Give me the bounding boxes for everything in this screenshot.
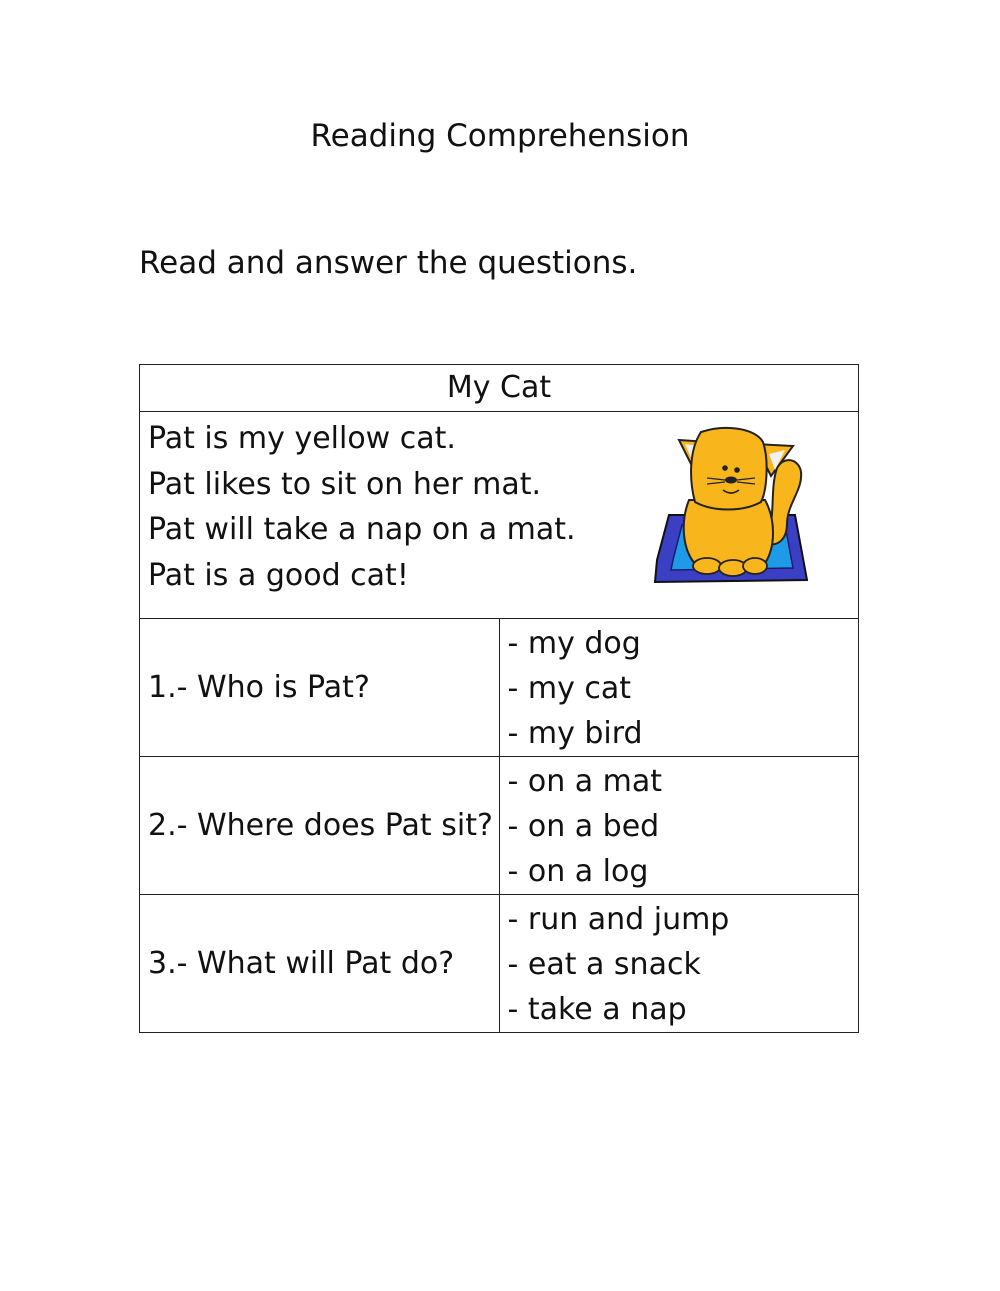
answer-option[interactable]: - my cat xyxy=(507,671,632,706)
story-line: Pat is a good cat! xyxy=(148,557,409,593)
question-cell xyxy=(140,619,500,757)
page-title: Reading Comprehension xyxy=(310,118,690,154)
answer-option[interactable]: - my dog xyxy=(507,626,641,661)
answer-option[interactable]: - eat a snack xyxy=(507,947,701,982)
answer-option[interactable]: - take a nap xyxy=(507,992,687,1027)
story-line: Pat is my yellow cat. xyxy=(148,421,456,456)
story-passage-cell xyxy=(140,412,859,619)
answer-option[interactable]: - on a bed xyxy=(507,809,660,844)
question-prompt: 2.- Where does Pat sit? xyxy=(148,808,493,843)
question-row xyxy=(140,757,859,895)
options-cell xyxy=(499,757,859,895)
answer-option[interactable]: - on a log xyxy=(507,854,649,889)
question-row xyxy=(140,619,859,757)
story-passage xyxy=(148,416,576,598)
question-prompt: 3.- What will Pat do? xyxy=(148,946,455,981)
question-cell xyxy=(140,895,500,1033)
options-cell xyxy=(499,619,859,757)
question-prompt: 1.- Who is Pat? xyxy=(148,670,370,705)
answer-option[interactable]: - run and jump xyxy=(507,902,730,937)
answer-option[interactable]: - my bird xyxy=(507,716,643,751)
question-row xyxy=(140,895,859,1033)
question-cell xyxy=(140,757,500,895)
worksheet-table xyxy=(139,364,859,1033)
instructions: Read and answer the questions. xyxy=(139,245,638,281)
cat-illustration xyxy=(637,420,817,600)
answer-option[interactable]: - on a mat xyxy=(507,764,663,799)
story-line: Pat will take a nap on a mat. xyxy=(148,512,576,547)
story-title: My Cat xyxy=(140,365,859,412)
options-cell xyxy=(499,895,859,1033)
story-line: Pat likes to sit on her mat. xyxy=(148,466,542,502)
